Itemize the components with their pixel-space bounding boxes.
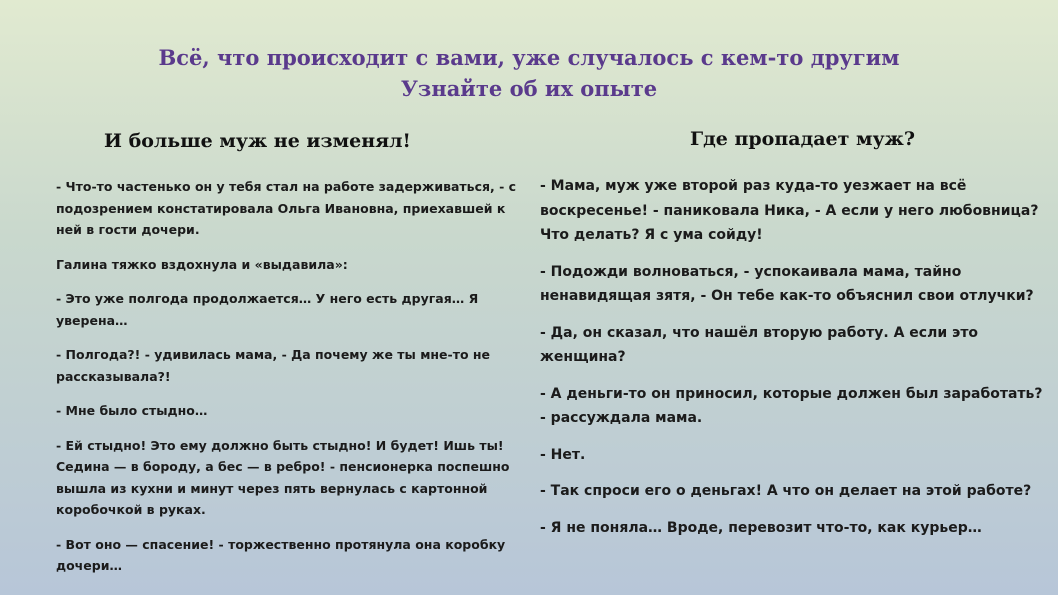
left-story-body <box>56 176 518 577</box>
page-header <box>0 42 1058 104</box>
left-paragraph: - Это уже полгода продолжается… У него есть другая… Я уверена… <box>56 291 479 328</box>
right-paragraph: - А деньги-то он приносил, которые должен был заработать? - рассуждала мама. <box>540 385 1043 426</box>
right-story-title[interactable]: Где пропадает муж? <box>690 128 916 150</box>
left-paragraph: - Полгода?! - удивилась мама, - Да почему же ты мне-то не рассказывала?! <box>56 347 491 384</box>
left-paragraph: - Ей стыдно! Это ему должно быть стыдно! И будет! Ишь ты! Седина — в бороду, а бес — в ребро! - пенсионерка поспешно вышла из кухни и минут через пять вернулась с картонной коробочкой в руках. <box>56 437 510 517</box>
right-paragraph: - Нет. <box>540 446 586 463</box>
left-paragraph: Галина тяжко вздохнула и «выдавила»: <box>56 256 348 272</box>
left-story-column[interactable] <box>56 128 518 590</box>
right-paragraph: - Да, он сказал, что нашёл вторую работу. А если это женщина? <box>540 324 979 365</box>
right-story-body <box>540 174 1050 540</box>
right-paragraph: - Я не поняла… Вроде, перевозит что-то, как курьер… <box>540 519 982 536</box>
left-paragraph: - Что-то частенько он у тебя стал на работе задерживаться, - с подозрением констатировала Ольга Ивановна, приехавшей к ней в гости дочери. <box>56 179 517 237</box>
left-story-title[interactable]: И больше муж не изменял! <box>104 130 411 152</box>
right-story-column[interactable] <box>540 128 1050 552</box>
header-line-1: Всё, что происходит с вами, уже случалось с кем-то другим <box>158 45 900 70</box>
left-paragraph: - Вот оно — спасение! - торжественно протянула она коробку дочери… <box>56 536 506 573</box>
right-paragraph: - Подожди волноваться, - успокаивала мама, тайно ненавидящая зятя, - Он тебе как-то объяснил свои отлучки? <box>540 263 1034 304</box>
left-paragraph: - Мне было стыдно… <box>56 403 208 418</box>
header-line-2: Узнайте об их опыте <box>400 76 658 101</box>
right-paragraph: - Так спроси его о деньгах! А что он делает на этой работе? <box>540 483 1032 499</box>
right-paragraph: - Мама, муж уже второй раз куда-то уезжает на всё воскресенье! - паниковала Ника, - А если у него любовница? Что делать? Я с ума сойду! <box>540 178 1039 243</box>
